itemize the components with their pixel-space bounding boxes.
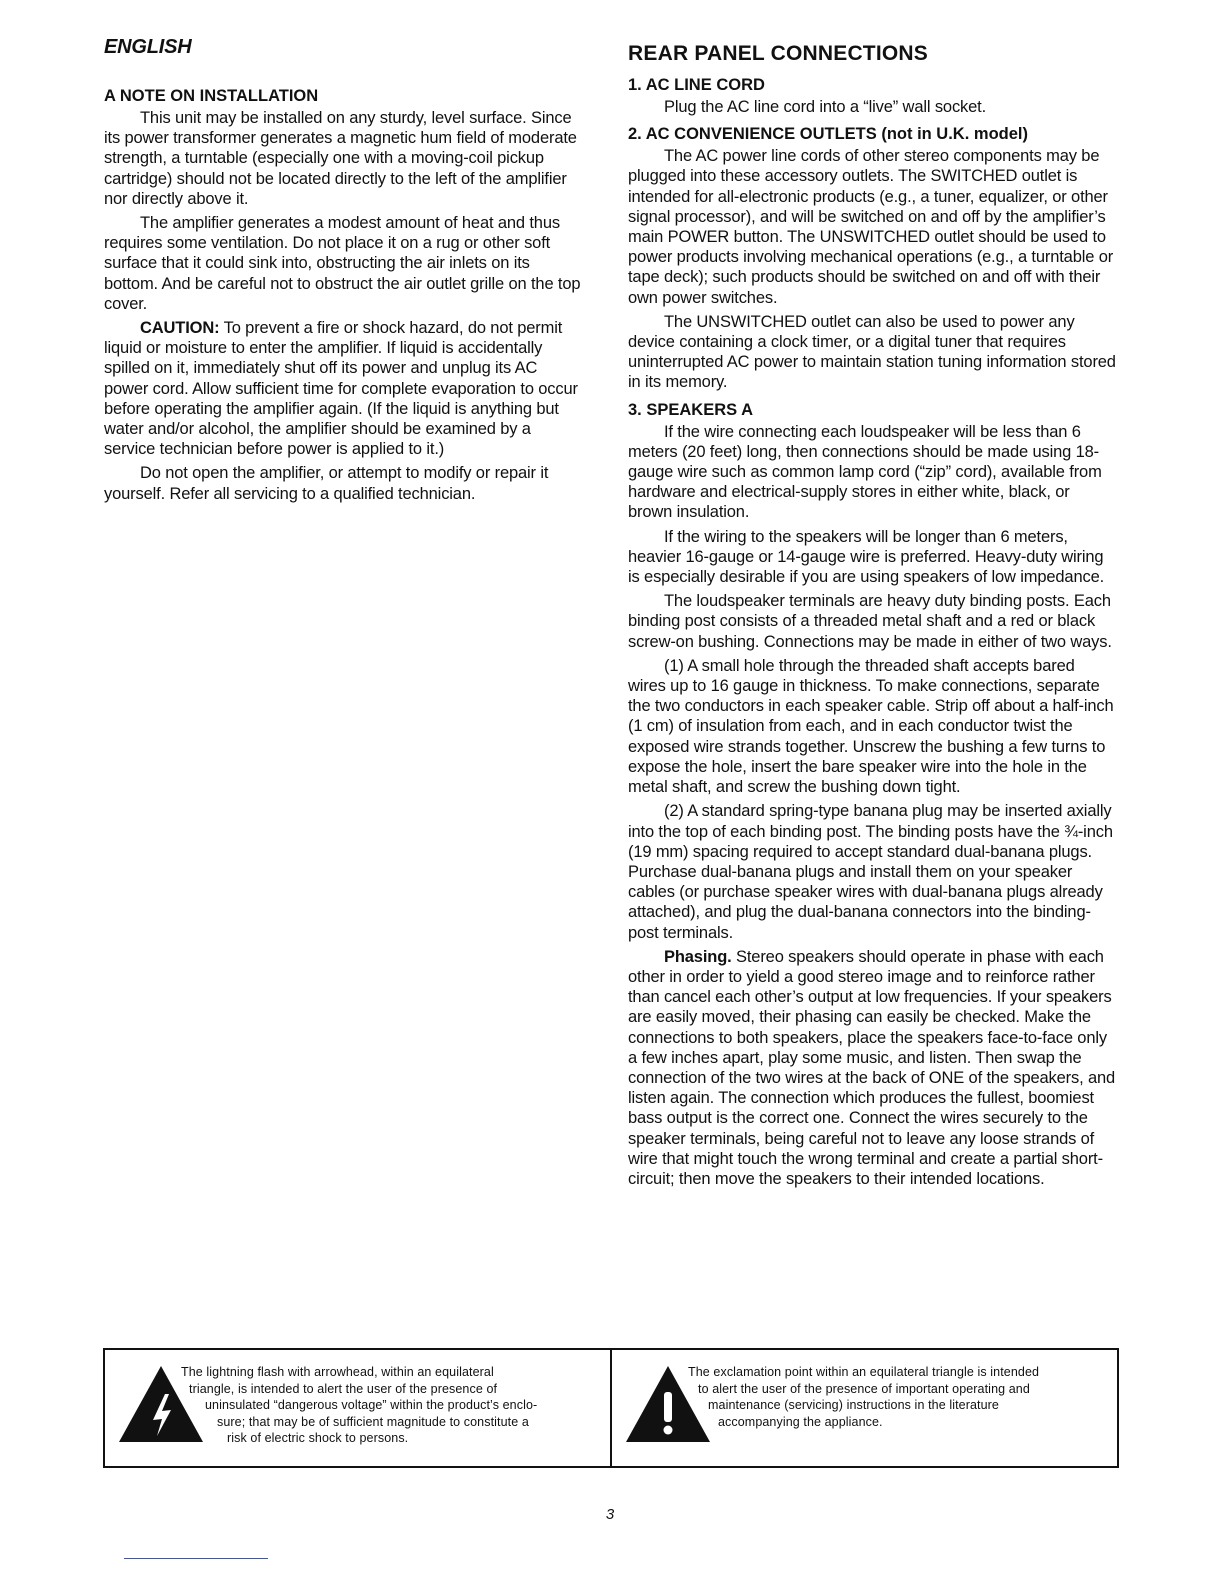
warning-line: accompanying the appliance. bbox=[718, 1414, 883, 1429]
section-title: REAR PANEL CONNECTIONS bbox=[628, 42, 928, 65]
footer-rule bbox=[124, 1558, 268, 1559]
phasing-paragraph bbox=[628, 947, 1116, 1189]
warning-line: risk of electric shock to persons. bbox=[227, 1431, 409, 1445]
warning-line: The lightning flash with arrowhead, within an equilateral bbox=[181, 1365, 494, 1379]
caution-paragraph bbox=[104, 318, 584, 459]
safety-warning-box bbox=[103, 1348, 1119, 1468]
warning-line: sure; that may be of sufficient magnitude to constitute a bbox=[217, 1414, 529, 1429]
exclamation-warning bbox=[610, 1350, 1117, 1466]
speakers-heading: 3. SPEAKERS A bbox=[628, 400, 754, 419]
ac-line-cord-section bbox=[628, 76, 1116, 117]
installation-paragraph: This unit may be installed on any sturdy, level surface. Since its power transformer generates a magnetic hum field of moderate strength, a turntable (especially one with a moving-coil pickup cartridge) should not be located directly to the left of the amplifier nor directly above it. bbox=[104, 109, 577, 208]
speakers-paragraph: If the wiring to the speakers will be longer than 6 meters, heavier 16-gauge or 14-gauge wire is preferred. Heavy-duty wiring is especially desirable if you are using speakers of low impedance. bbox=[628, 527, 1105, 587]
caution-label: CAUTION: bbox=[140, 319, 220, 338]
left-column bbox=[104, 36, 584, 508]
page-number: 3 bbox=[605, 1506, 615, 1523]
caution-text: To prevent a fire or shock hazard, do not permit liquid or moisture to enter the amplifier. If liquid is accidentally spilled on it, immediately shut off its power and unplug its AC power cord. Allow sufficient time for complete evaporation to occur before operating the amplifier again. (If the liquid is anything but water and/or alcohol, the amplifier should be examined by a service technician before power is applied to it.) bbox=[104, 319, 578, 459]
warning-line: uninsulated “dangerous voltage” within the product’s enclo- bbox=[205, 1398, 538, 1412]
phasing-label: Phasing. bbox=[664, 947, 732, 966]
warning-line: triangle, is intended to alert the user of the presence of bbox=[189, 1381, 498, 1396]
speakers-paragraph: (2) A standard spring-type banana plug may be inserted axially into the top of each binding post. The binding posts have the ¾-inch (19 mm) spacing required to accept standard dual-banana plugs. Purchase dual-banana plugs and install them on your speaker cables (or purchase speaker wires with dual-banana plugs already attached), and plug the dual-banana connectors into the binding-post terminals. bbox=[628, 802, 1113, 942]
ac-outlets-paragraph: The UNSWITCHED outlet can also be used to power any device containing a clock timer, or a digital tuner that requires uninterrupted AC power to maintain station tuning information stored in its memory. bbox=[628, 312, 1116, 392]
installation-heading: A NOTE ON INSTALLATION bbox=[104, 87, 319, 105]
ac-line-cord-heading: 1. AC LINE CORD bbox=[628, 76, 765, 94]
ac-outlets-heading: 2. AC CONVENIENCE OUTLETS (not in U.K. model) bbox=[628, 125, 1028, 144]
warning-line: to alert the user of the presence of important operating and bbox=[698, 1381, 1030, 1396]
ac-outlets-paragraph: The AC power line cords of other stereo components may be plugged into these accessory outlets. The SWITCHED outlet is intended for all-electronic products (e.g., a tuner, equalizer, or other signal processor), and will be switched on and off by the amplifier’s main POWER button. The UNSWITCHED outlet should be used to power products involving mechanical operations (e.g., a turntable or tape deck); such products should be switched on and off with their own power switches. bbox=[628, 147, 1114, 307]
speakers-paragraph: If the wire connecting each loudspeaker will be less than 6 meters (20 feet) long, then connections should be made using 18-gauge wire such as common lamp cord (“zip” cord), available from hardware and electrical-supply stores in either white, black, or brown insulation. bbox=[628, 422, 1102, 522]
speakers-paragraph: (1) A small hole through the threaded shaft accepts bared wires up to 16 gauge in thickness. To make connections, separate the two conductors in each speaker cable. Strip off about a half-inch (1 cm) of insulation from each, and in each conductor twist the exposed wire strands together. Unscrew the bushing a few turns to expose the hole, insert the bare speaker wire into the hole in the metal shaft, and screw the bushing down tight. bbox=[628, 656, 1114, 797]
speakers-section bbox=[628, 401, 1116, 1190]
lightning-warning-text bbox=[181, 1364, 601, 1447]
warning-line: maintenance (servicing) instructions in the literature bbox=[708, 1398, 999, 1412]
warning-line: The exclamation point within an equilateral triangle is intended bbox=[688, 1365, 1040, 1379]
installation-paragraph: The amplifier generates a modest amount of heat and thus requires some ventilation. Do not place it on a rug or other soft surface that it could sink into, obstructing the air inlets on its bottom. And be careful not to obstruct the air outlet grille on the top cover. bbox=[104, 214, 581, 313]
right-column bbox=[628, 36, 1116, 1197]
phasing-text: Stereo speakers should operate in phase with each other in order to yield a good stereo image and to reinforce rather than cancel each other’s output at low frequencies. If your speakers are easily moved, their phasing can easily be checked. Make the connections to both speakers, place the speakers face-to-face only a few inches apart, play some music, and listen. Then swap the connection of the two wires at the back of ONE of the speakers, and listen again. The connection which produces the fullest, boomiest bass output is the correct one. Connect the wires securely to the speaker terminals, being careful not to leave any loose strands of wire that might touch the wrong terminal and create a partial short-circuit; then move the speakers to their intended locations. bbox=[628, 947, 1116, 1188]
ac-outlets-section bbox=[628, 125, 1116, 392]
installation-paragraph: Do not open the amplifier, or attempt to modify or repair it yourself. Refer all servicing to a qualified technician. bbox=[104, 464, 549, 503]
ac-line-cord-text: Plug the AC line cord into a “live” wall socket. bbox=[664, 98, 987, 116]
exclamation-warning-text bbox=[688, 1364, 1108, 1430]
speakers-paragraph: The loudspeaker terminals are heavy duty binding posts. Each binding post consists of a threaded metal shaft and a red or black screw-on bushing. Connections may be made in either of two ways. bbox=[628, 592, 1112, 651]
language-label: ENGLISH bbox=[104, 36, 192, 58]
lightning-warning bbox=[105, 1350, 610, 1466]
